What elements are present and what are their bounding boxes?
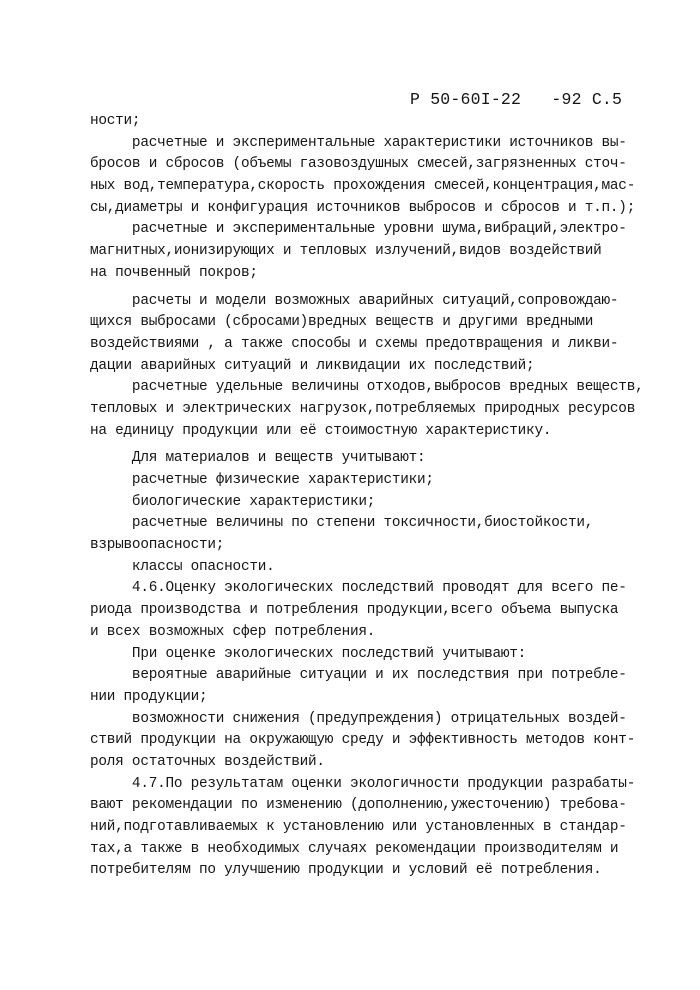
text-line: расчетные и экспериментальные характеристики источников вы- <box>90 134 627 151</box>
text-line: сы,диаметры и конфигурация источников выбросов и сбросов и т.п.); <box>90 199 636 216</box>
text-line: расчетные удельные величины отходов,выбросов вредных веществ, <box>90 379 644 396</box>
text-line: При оценке экологических последствий учитывают: <box>90 645 527 662</box>
text-line: Для материалов и веществ учитывают: <box>90 450 426 467</box>
text-line: дации аварийных ситуаций и ликвидации их последствий; <box>90 357 535 374</box>
text-line: взрывоопасности; <box>90 537 225 554</box>
text-line: и всех возможных сфер потребления. <box>90 623 376 640</box>
text-line: расчеты и модели возможных аварийных ситуаций,сопровождаю- <box>90 292 619 309</box>
text-line: нии продукции; <box>90 688 208 705</box>
text-line: расчетные физические характеристики; <box>90 472 434 488</box>
text-line: тах,а также в необходимых случаях рекомендации производителям и <box>90 840 619 857</box>
text-line: 4.7.По результатам оценки экологичности продукции разрабаты- <box>90 775 636 792</box>
text-line: 4.6.Оценку экологических последствий проводят для всего пе- <box>90 580 627 597</box>
text-line: потребителям по улучшению продукции и условий её потребления. <box>90 862 602 879</box>
text-line: классы опасности. <box>90 558 275 575</box>
text-line: риода производства и потребления продукции,всего объема выпуска <box>90 602 619 619</box>
text-line: магнитных,ионизирующих и тепловых излучений,видов воздействий <box>90 243 602 260</box>
text-line: возможности снижения (предупреждения) отрицательных воздей- <box>90 710 627 727</box>
text-line: расчетные величины по степени токсичности,биостойкости, <box>90 515 594 532</box>
text-line: ний,подготавливаемых к установлению или установленных в стандар- <box>90 819 627 835</box>
text-line: воздействиями , а также способы и схемы предотвращения и ликви- <box>90 335 619 352</box>
document-body <box>90 111 675 882</box>
text-line: на единицу продукции или её стоимостную характеристику. <box>90 422 552 439</box>
text-line: вают рекомендации по изменению (дополнению,ужесточению) требова- <box>90 797 627 814</box>
text-line: на почвенный покров; <box>90 264 258 281</box>
text-line: ствий продукции на окружающую среду и эффективность методов конт- <box>90 732 636 749</box>
text-line: ных вод,температура,скорость прохождения смесей,концентрация,мас- <box>90 178 636 195</box>
text-line: биологические характеристики; <box>90 493 376 510</box>
text-line: щихся выбросами (сбросами)вредных веществ и другими вредными <box>90 314 594 331</box>
text-line: роля остаточных воздействий. <box>90 753 325 770</box>
text-line: тепловых и электрических нагрузок,потребляемых природных ресурсов <box>90 400 636 417</box>
text-line: расчетные и экспериментальные уровни шума,вибраций,электро- <box>90 221 627 238</box>
text-line: вероятные аварийные ситуации и их последствия при потребле- <box>90 667 627 684</box>
text-line: бросов и сбросов (объемы газовоздушных смесей,загрязненных сточ- <box>90 156 627 173</box>
text-line: ности; <box>90 113 141 129</box>
document-code-header: Р 50-60I-22 -92 С.5 <box>410 90 623 109</box>
